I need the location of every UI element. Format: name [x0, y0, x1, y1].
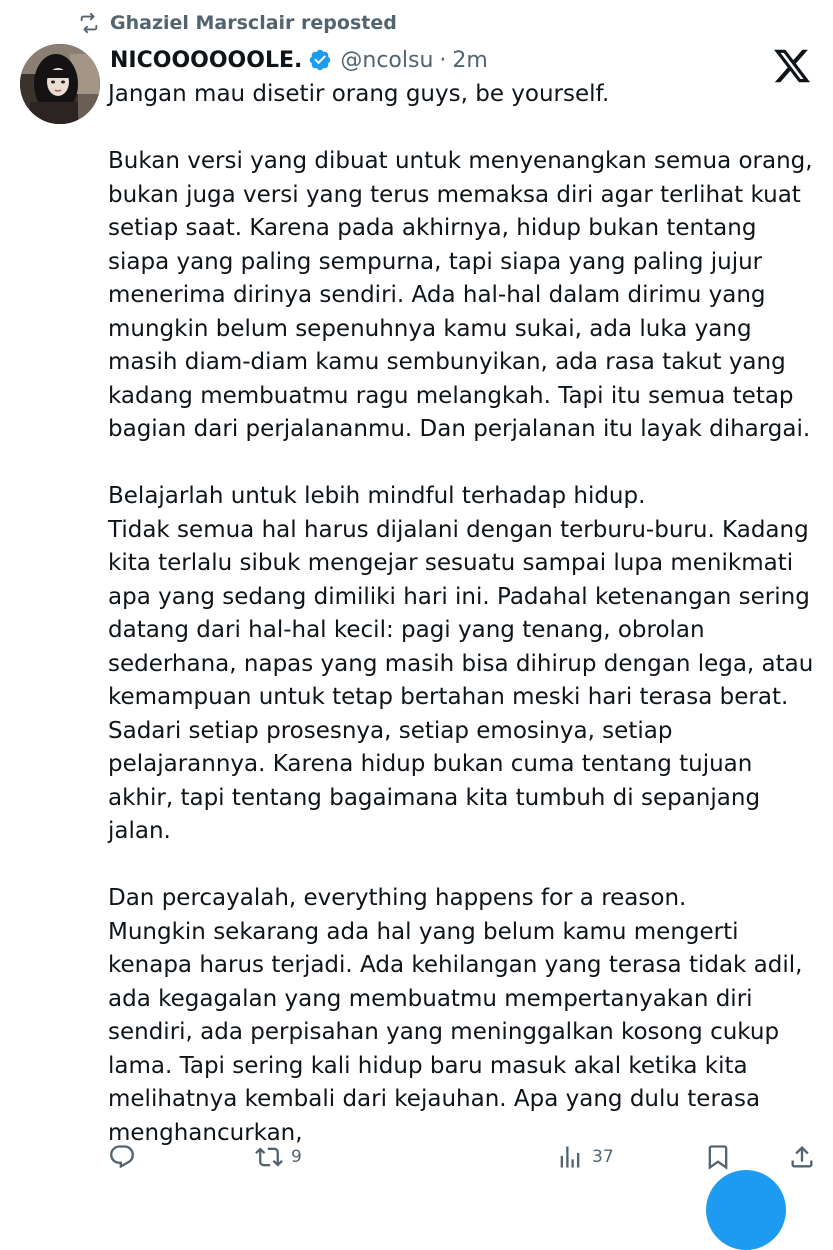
tweet-line: bukan juga versi yang terus memaksa diri agar terlihat kuat: [108, 181, 801, 208]
tweet-line: mungkin belum sepenuhnya kamu sukai, ada luka yang: [108, 315, 752, 342]
tweet-line: menerima dirinya sendiri. Ada hal-hal dalam dirimu yang: [108, 282, 766, 308]
tweet-line: Mungkin sekarang ada hal yang belum kamu mengerti: [108, 918, 739, 945]
handle[interactable]: @ncolsu: [340, 47, 434, 73]
tweet-line: bagian dari perjalananmu. Dan perjalanan itu layak dihargai.: [108, 416, 811, 442]
tweet-line: kadang membuatmu ragu melangkah. Tapi itu semua tetap: [108, 382, 794, 409]
tweet-line: jalan.: [108, 818, 171, 844]
timestamp[interactable]: 2m: [452, 47, 488, 73]
tweet-line: ada kegagalan yang membuatmu mempertanyakan diri: [108, 985, 753, 1012]
tweet-line: siapa yang paling sempurna, tapi siapa yang paling jujur: [108, 248, 763, 275]
tweet-line: melihatnya kembali dari kejauhan. Apa yang dulu terasa: [108, 1086, 761, 1112]
tweet-line: Bukan versi yang dibuat untuk menyenangkan semua orang,: [108, 148, 813, 174]
tweet-line: akhir, tapi tentang bagaimana kita tumbuh di sepanjang: [108, 784, 761, 811]
tweet-line: sendiri, ada perpisahan yang meninggalkan kosong cukup: [108, 1019, 780, 1045]
repost-icon: [78, 12, 100, 34]
bookmark-button[interactable]: [704, 1143, 732, 1171]
tweet-line: sederhana, napas yang masih bisa dihirup dengan lega, atau: [108, 650, 814, 677]
repost-indicator[interactable]: [78, 8, 397, 38]
repost-button[interactable]: [255, 1143, 302, 1171]
tweet-line: masih diam-diam kamu sembunyikan, ada rasa takut yang: [108, 349, 786, 375]
tweet-line: lama. Tapi sering kali hidup baru masuk akal ketika kita: [108, 1052, 748, 1079]
tweet-header: [110, 42, 488, 78]
tweet-line: pelajarannya. Karena hidup bukan cuma tentang tujuan: [108, 751, 753, 777]
tweet-line-blank: [108, 849, 820, 883]
tweet-line: Dan percayalah, everything happens for a reason.: [108, 885, 687, 911]
views-icon: [556, 1143, 584, 1171]
tweet-line: kita terlalu sibuk mengejar sesuatu sampai lupa menikmati: [108, 550, 794, 576]
action-bar: [108, 1135, 820, 1179]
tweet-line: setiap saat. Karena pada akhirnya, hidup bukan tentang: [108, 215, 757, 241]
tweet-line: menghancurkan,: [108, 1119, 303, 1146]
tweet-text: [108, 78, 820, 1150]
tweet-line-blank: [108, 112, 820, 146]
verified-badge-icon: [308, 48, 332, 72]
separator-dot: ·: [439, 47, 447, 73]
avatar[interactable]: [20, 44, 100, 124]
repost-text: Ghaziel Marsclair reposted: [110, 12, 397, 34]
repost-icon: [255, 1143, 283, 1171]
display-name[interactable]: NICOOOOOOLE.: [110, 47, 303, 73]
share-icon: [788, 1143, 816, 1171]
share-button[interactable]: [788, 1143, 816, 1171]
avatar-image: [20, 44, 100, 124]
tweet-line-blank: [108, 447, 820, 481]
reply-button[interactable]: [108, 1143, 136, 1171]
bookmark-icon: [704, 1143, 732, 1171]
reply-icon: [108, 1143, 136, 1171]
repost-count: 9: [291, 1147, 302, 1167]
tweet-line: Belajarlah untuk lebih mindful terhadap hidup.: [108, 483, 646, 509]
tweet-line: datang dari hal-hal kecil: pagi yang tenang, obrolan: [108, 617, 705, 643]
tweet-line: kenapa harus terjadi. Ada kehilangan yang terasa tidak adil,: [108, 952, 803, 978]
tweet-line: Jangan mau disetir orang guys, be yourself.: [108, 81, 610, 107]
tweet-line: kemampuan untuk tetap bertahan meski hari terasa berat.: [108, 684, 789, 710]
compose-fab-button[interactable]: [706, 1170, 786, 1250]
tweet-line: apa yang sedang dimiliki hari ini. Padahal ketenangan sering: [108, 583, 810, 610]
tweet-line: Sadari setiap prosesnya, setiap emosinya, setiap: [108, 717, 673, 744]
tweet-line: Tidak semua hal harus dijalani dengan terburu-buru. Kadang: [108, 516, 809, 543]
views-count: 37: [592, 1147, 614, 1167]
views-button[interactable]: [556, 1143, 614, 1171]
